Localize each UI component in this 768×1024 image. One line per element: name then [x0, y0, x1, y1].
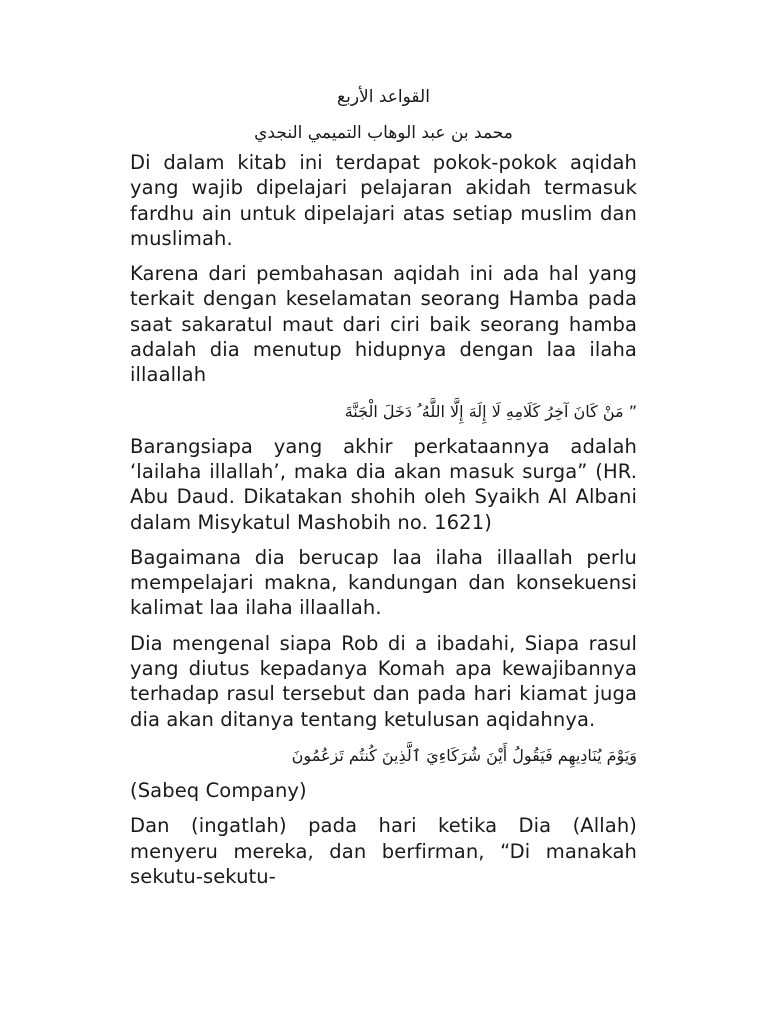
hadith-arabic-text: ” مَنْ كَانَ آخِرُ كَلَامِهِ لَا إِلَهَ إِلَّا اللَّهُ ُ دَخَلَ الْجَنَّةَ: [344, 401, 637, 421]
document-page: [130, 84, 637, 899]
arabic-book-title: القواعد الأربع: [337, 87, 430, 107]
verse-source: (Sabeq Company): [130, 778, 307, 802]
paragraph-meaning: Bagaimana dia berucap laa ilaha illaallah perlu mempelajari makna, kandungan dan konsekuensi kalimat laa ilaha illaallah.: [130, 545, 637, 620]
paragraph-intro: Di dalam kitab ini terdapat pokok-pokok aqidah yang wajib dipelajari pelajaran akidah termasuk fardhu ain untuk dipelajari atas setiap muslim dan muslimah.: [130, 151, 637, 250]
arabic-author-name: محمد بن عبد الوهاب التميمي النجدي: [254, 123, 513, 143]
paragraph-hadith-translation: Barangsiapa yang akhir perkataannya adalah ‘lailaha illallah’, maka dia akan masuk surga” (HR. Abu Daud. Dikatakan shohih oleh Syaikh Al Albani dalam Misykatul Mashobih no. 1621): [130, 434, 637, 534]
quran-verse-arabic: وَيَوْمَ يُنَادِيهِم فَيَقُولُ أَيْنَ شُرَكَاءِيَ ٱلَّذِينَ كُنتُم تَزعُمُونَ: [291, 745, 637, 765]
paragraph-verse-translation: Dan (ingatlah) pada hari ketika Dia (Allah) menyeru mereka, dan berfirman, “Di manakah sekutu-sekutu-: [130, 814, 637, 888]
paragraph-rob-rasul: Dia mengenal siapa Rob di a ibadahi, Siapa rasul yang diutus kepadanya Komah apa kewajibannya terhadap rasul tersebut dan pada hari kiamat juga dia akan ditanya tentang ketulusan aqidahnya.: [130, 631, 637, 731]
paragraph-sakaratul: Karena dari pembahasan aqidah ini ada hal yang terkait dengan keselamatan seorang Hamba pada saat sakaratul maut dari ciri baik seorang hamba adalah dia menutup hidupnya dengan laa ilaha illaallah: [130, 262, 637, 387]
